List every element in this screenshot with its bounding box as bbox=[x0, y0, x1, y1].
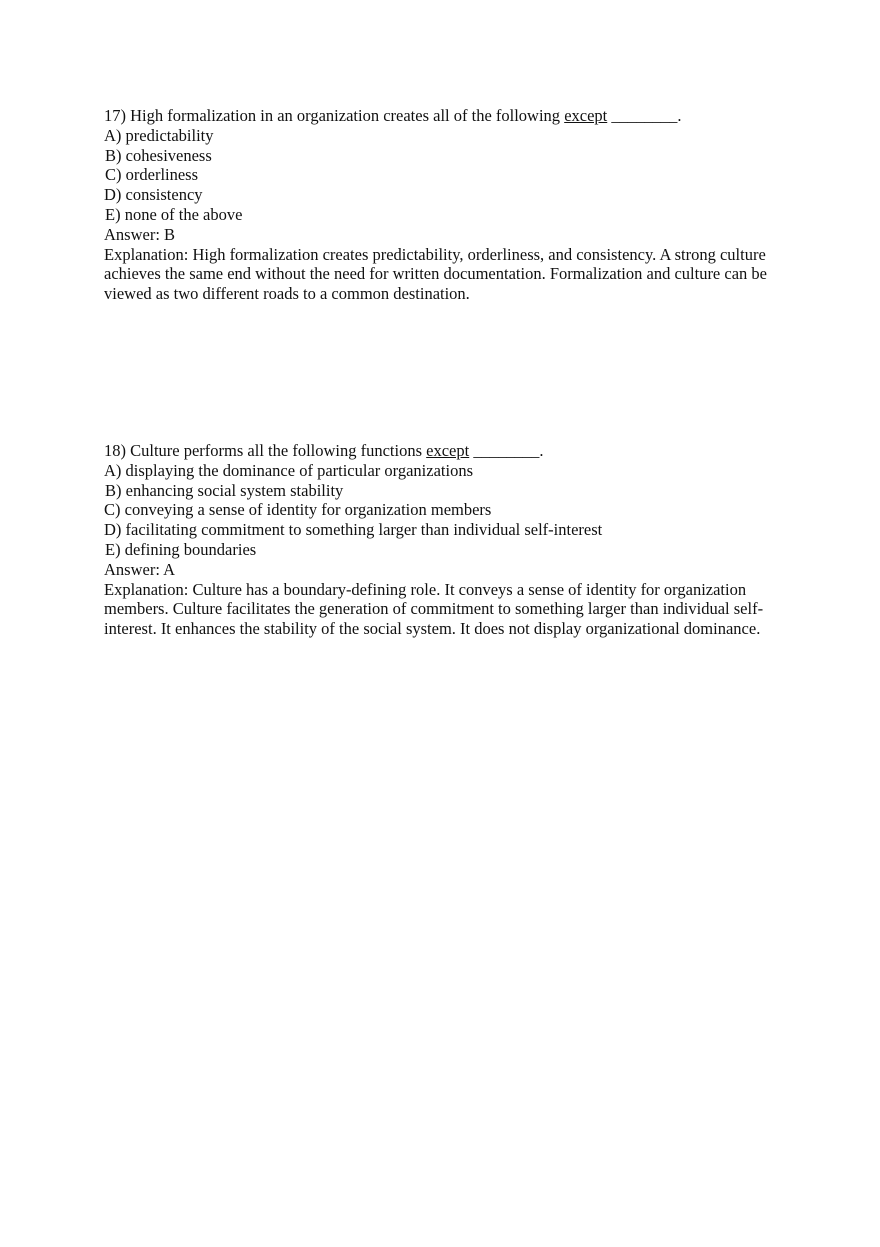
option-b: B) enhancing social system stability bbox=[105, 480, 344, 500]
option-b: B) cohesiveness bbox=[105, 145, 212, 165]
option-c: C) orderliness bbox=[105, 165, 199, 185]
explanation: Explanation: High formalization creates predictability, orderliness, and consistency. A strong culture achieves the same end without the need for written documentation. Formalization and culture can be viewed as two different roads to a common destination. bbox=[104, 244, 767, 304]
option-e: E) none of the above bbox=[105, 204, 243, 224]
stem-text: 17) High formalization in an organization creates all of the following bbox=[104, 106, 565, 125]
stem-blank: ________. bbox=[607, 106, 682, 125]
question-stem bbox=[104, 441, 794, 461]
option-a: A) predictability bbox=[104, 125, 214, 145]
question-18 bbox=[104, 441, 794, 639]
stem-blank: ________. bbox=[469, 441, 544, 460]
option-d: D) facilitating commitment to something larger than individual self-interest bbox=[104, 520, 603, 540]
answer: Answer: B bbox=[104, 224, 176, 244]
answer: Answer: A bbox=[104, 559, 176, 579]
option-d: D) consistency bbox=[104, 185, 203, 205]
question-stem bbox=[104, 106, 794, 126]
stem-text: 18) Culture performs all the following functions bbox=[104, 441, 427, 460]
stem-keyword: except bbox=[564, 106, 608, 125]
option-a: A) displaying the dominance of particular organizations bbox=[104, 460, 474, 480]
option-e: E) defining boundaries bbox=[105, 539, 257, 559]
stem-keyword: except bbox=[426, 441, 470, 460]
option-c: C) conveying a sense of identity for organization members bbox=[104, 500, 492, 520]
question-17 bbox=[104, 106, 794, 304]
explanation: Explanation: Culture has a boundary-defining role. It conveys a sense of identity for organization members. Culture facilitates the generation of commitment to something larger than individual self-interest. It enhances the stability of the social system. It does not display organizational dominance. bbox=[104, 579, 764, 639]
